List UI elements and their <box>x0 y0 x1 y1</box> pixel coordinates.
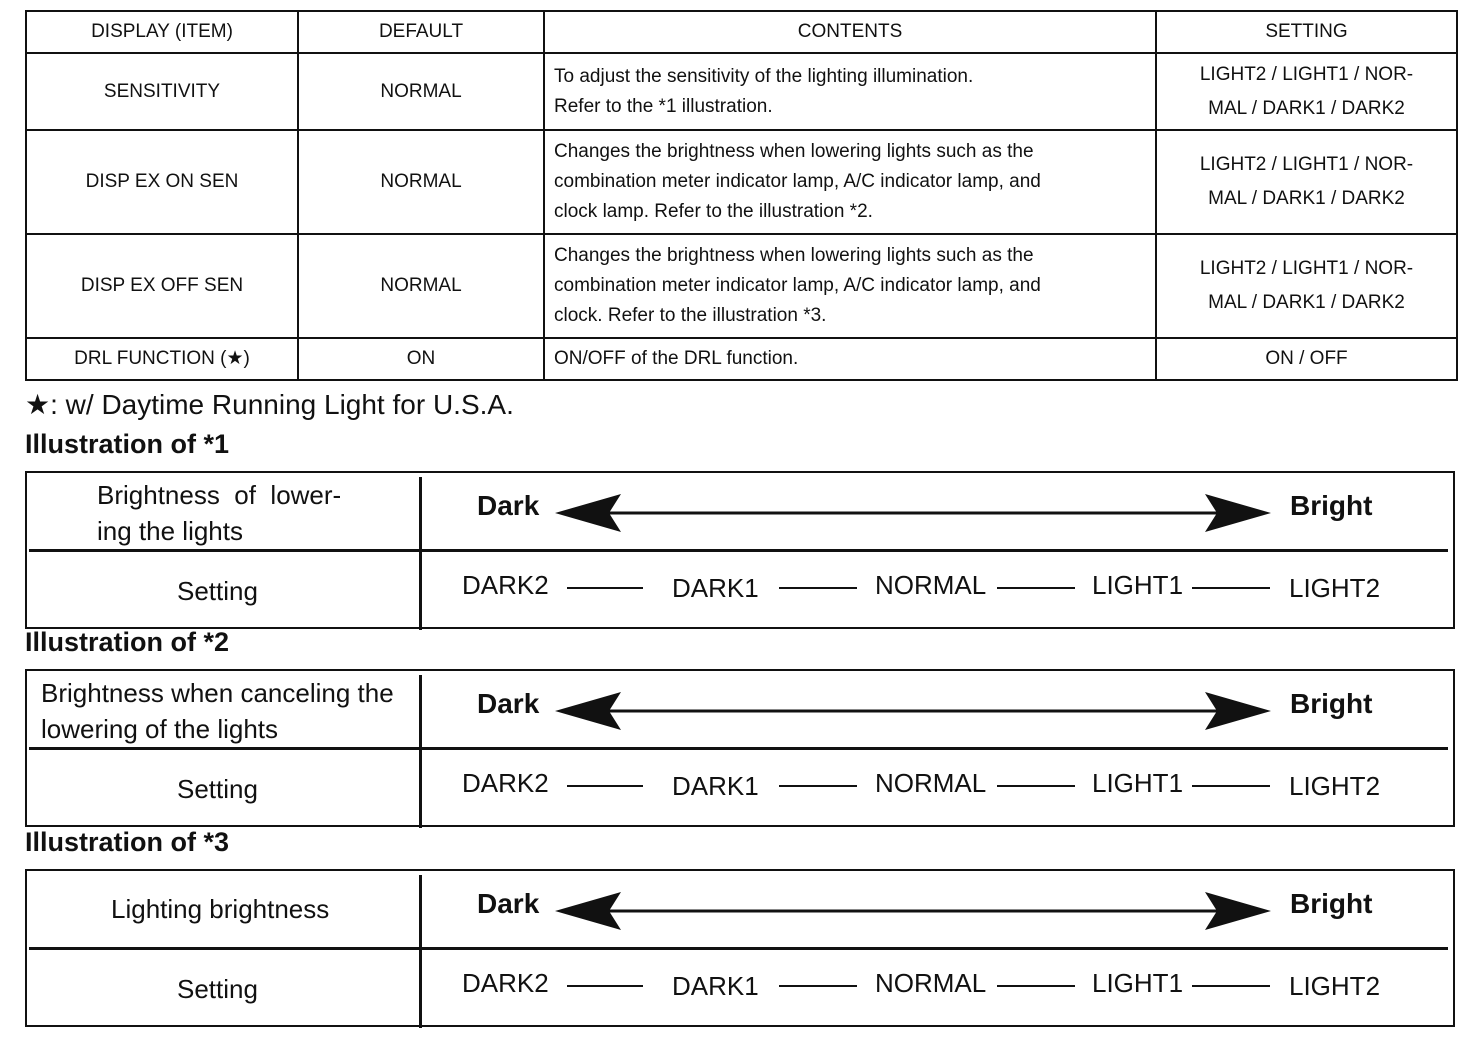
settings-table <box>25 10 1458 381</box>
drl-footnote: ★: w/ Daytime Running Light for U.S.A. <box>25 389 514 420</box>
setting-label: Setting <box>177 974 258 1004</box>
illustration-1-heading: Illustration of *1 <box>25 429 230 459</box>
header-setting: SETTING <box>1156 11 1457 53</box>
contents-cell <box>544 234 1156 338</box>
level-connector <box>567 785 643 787</box>
bright-label: Bright <box>1290 490 1373 521</box>
level-connector <box>997 985 1075 987</box>
level-connector <box>997 587 1075 589</box>
setting-cell <box>1156 53 1457 130</box>
illustration-1-box <box>25 471 1455 629</box>
setting-cell <box>1156 234 1457 338</box>
contents-line: Changes the brightness when lowering lights such as the <box>554 245 1034 266</box>
dark-label: Dark <box>477 688 540 719</box>
level-connector <box>779 587 857 589</box>
divider-horizontal <box>29 549 1448 552</box>
bright-label: Bright <box>1290 888 1373 919</box>
default-cell: NORMAL <box>298 130 544 234</box>
level-normal: NORMAL <box>875 968 987 998</box>
header-display-item: DISPLAY (ITEM) <box>26 11 298 53</box>
contents-line: clock lamp. Refer to the illustration *2. <box>554 201 873 222</box>
brightness-label-line: Brightness of lower- <box>97 480 342 510</box>
level-connector <box>1192 985 1270 987</box>
table-row <box>26 338 1457 380</box>
contents-line: To adjust the sensitivity of the lighting illumination. <box>554 65 974 87</box>
contents-cell <box>544 53 1156 130</box>
level-connector <box>779 985 857 987</box>
setting-line: LIGHT2 / LIGHT1 / NOR- <box>1199 258 1414 279</box>
dark-bright-arrow-icon <box>555 493 1271 533</box>
table-row <box>26 234 1457 338</box>
level-connector <box>1192 587 1270 589</box>
item-cell: DRL FUNCTION (★) <box>26 338 298 380</box>
table-header-row <box>26 11 1457 53</box>
level-connector <box>567 985 643 987</box>
dark-label: Dark <box>477 490 540 521</box>
level-dark1: DARK1 <box>672 771 759 801</box>
brightness-label-line: Brightness when canceling the <box>41 678 394 708</box>
illustration-3-box <box>25 869 1455 1027</box>
level-light1: LIGHT1 <box>1092 570 1184 600</box>
level-connector <box>997 785 1075 787</box>
level-light1: LIGHT1 <box>1092 768 1184 798</box>
item-cell: SENSITIVITY <box>26 53 298 130</box>
level-normal: NORMAL <box>875 768 987 798</box>
level-light1: LIGHT1 <box>1092 968 1184 998</box>
item-cell: DISP EX ON SEN <box>26 130 298 234</box>
divider-vertical <box>419 675 422 828</box>
level-light2: LIGHT2 <box>1289 573 1381 603</box>
setting-line: MAL / DARK1 / DARK2 <box>1208 188 1405 209</box>
brightness-label-line: Lighting brightness <box>111 894 330 924</box>
divider-vertical <box>419 875 422 1028</box>
divider-horizontal <box>29 947 1448 950</box>
dark-bright-arrow-icon <box>555 691 1271 731</box>
default-cell: NORMAL <box>298 53 544 130</box>
level-connector <box>779 785 857 787</box>
contents-line: combination meter indicator lamp, A/C indicator lamp, and <box>554 275 1041 296</box>
table-row <box>26 53 1457 130</box>
setting-label: Setting <box>177 774 258 804</box>
contents-line: combination meter indicator lamp, A/C indicator lamp, and <box>554 171 1041 192</box>
bright-label: Bright <box>1290 688 1373 719</box>
brightness-label <box>97 477 341 549</box>
default-cell: ON <box>298 338 544 380</box>
setting-line: MAL / DARK1 / DARK2 <box>1208 292 1405 313</box>
contents-line: ON/OFF of the DRL function. <box>554 348 799 369</box>
level-dark2: DARK2 <box>462 768 549 798</box>
header-default: DEFAULT <box>298 11 544 53</box>
contents-line: Refer to the *1 illustration. <box>554 95 773 117</box>
level-dark2: DARK2 <box>462 968 549 998</box>
level-light2: LIGHT2 <box>1289 971 1381 1001</box>
level-dark1: DARK1 <box>672 971 759 1001</box>
level-dark2: DARK2 <box>462 570 549 600</box>
brightness-label <box>41 675 394 747</box>
default-cell: NORMAL <box>298 234 544 338</box>
divider-vertical <box>419 477 422 630</box>
dark-bright-arrow-icon <box>555 891 1271 931</box>
table-row <box>26 130 1457 234</box>
illustration-2-heading: Illustration of *2 <box>25 627 230 657</box>
divider-horizontal <box>29 747 1448 750</box>
setting-cell <box>1156 338 1457 380</box>
brightness-label-line: lowering of the lights <box>41 714 279 744</box>
header-contents: CONTENTS <box>544 11 1156 53</box>
item-cell: DISP EX OFF SEN <box>26 234 298 338</box>
setting-cell <box>1156 130 1457 234</box>
level-connector <box>1192 785 1270 787</box>
setting-line: MAL / DARK1 / DARK2 <box>1208 97 1405 119</box>
illustration-3-heading: Illustration of *3 <box>25 827 230 857</box>
setting-line: LIGHT2 / LIGHT1 / NOR- <box>1199 154 1414 175</box>
illustration-2-box <box>25 669 1455 827</box>
level-normal: NORMAL <box>875 570 987 600</box>
contents-cell <box>544 130 1156 234</box>
brightness-label-line: ing the lights <box>97 516 243 546</box>
level-dark1: DARK1 <box>672 573 759 603</box>
setting-line: LIGHT2 / LIGHT1 / NOR- <box>1199 63 1414 85</box>
level-light2: LIGHT2 <box>1289 771 1381 801</box>
brightness-label <box>111 891 329 927</box>
contents-line: clock. Refer to the illustration *3. <box>554 305 827 326</box>
contents-cell <box>544 338 1156 380</box>
level-connector <box>567 587 643 589</box>
setting-line: ON / OFF <box>1265 348 1348 369</box>
dark-label: Dark <box>477 888 540 919</box>
contents-line: Changes the brightness when lowering lights such as the <box>554 141 1034 162</box>
setting-label: Setting <box>177 576 258 606</box>
